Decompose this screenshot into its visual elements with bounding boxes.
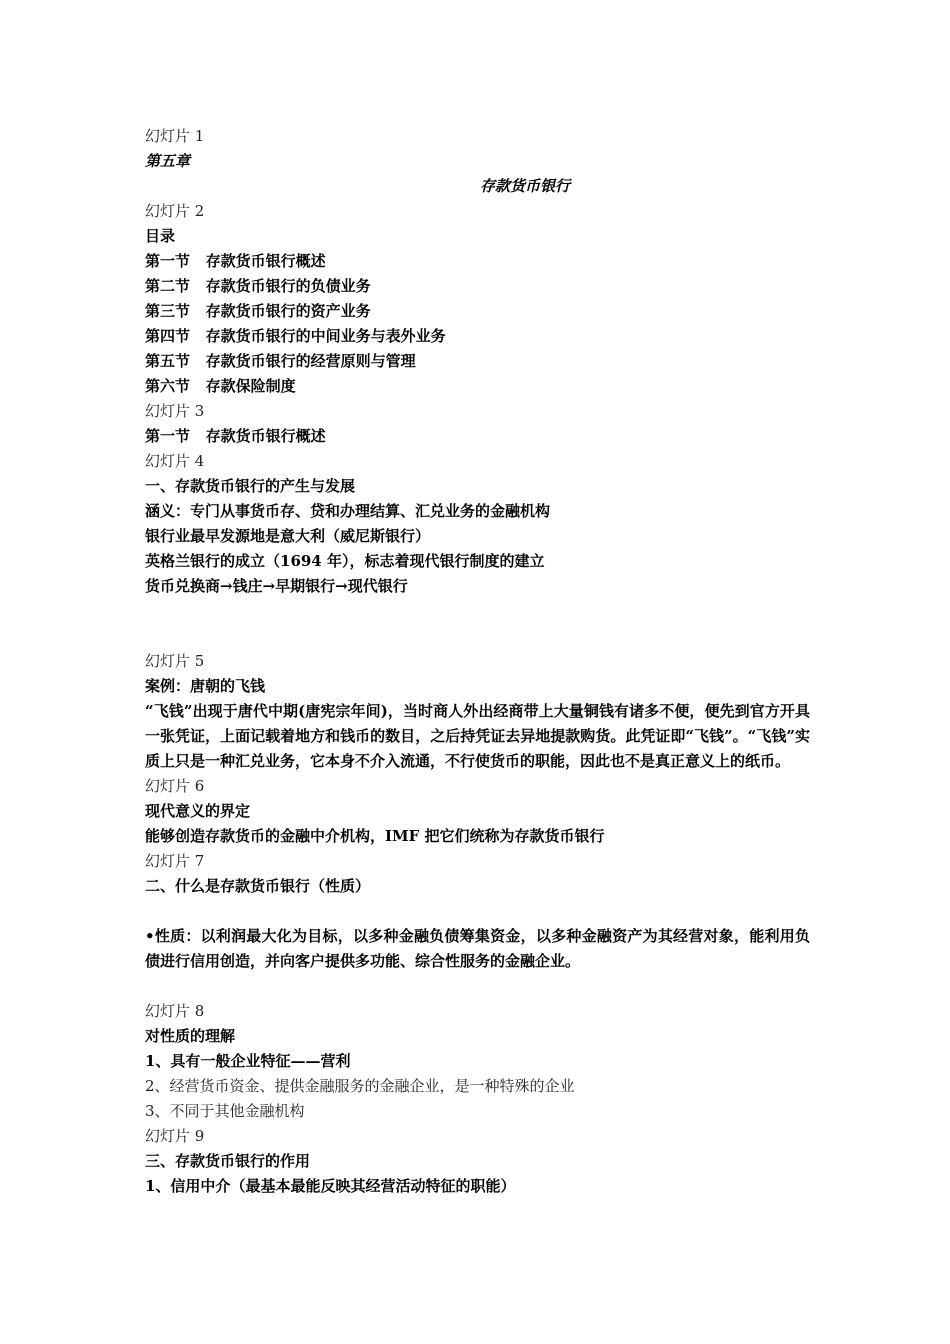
slide-8-heading: 对性质的理解 [145, 1027, 236, 1045]
slide-9-title: 三、存款货币银行的作用 [145, 1152, 311, 1170]
slide-1-label: 幻灯片 1 [145, 127, 205, 145]
slide-4-line: 货币兑换商→钱庄→早期银行→现代银行 [145, 577, 408, 595]
slide-8-item: 2、经营货币资金、提供金融服务的金融企业，是一种特殊的企业 [145, 1077, 575, 1095]
chapter-title: 存款货币银行 [479, 177, 570, 195]
slide-4-line: 一、存款货币银行的产生与发展 [145, 477, 356, 495]
spacer [145, 599, 810, 649]
slide-5-label: 幻灯片 5 [145, 652, 205, 670]
slide-8-item: 3、不同于其他金融机构 [145, 1102, 305, 1120]
slide-4-line: 银行业最早发源地是意大利（威尼斯银行） [145, 527, 431, 545]
slide-9-label: 幻灯片 9 [145, 1127, 205, 1145]
slide-8-label: 幻灯片 8 [145, 1002, 205, 1020]
slide-6-label: 幻灯片 6 [145, 777, 205, 795]
slide-6-line: 现代意义的界定 [145, 802, 251, 820]
section-title: 第一节 存款货币银行概述 [145, 427, 326, 445]
case-title: 案例：唐朝的飞钱 [145, 677, 266, 695]
toc-heading: 目录 [145, 227, 176, 245]
slide-2-label: 幻灯片 2 [145, 202, 205, 220]
toc-item: 第一节 存款货币银行概述 [145, 252, 326, 270]
toc-item: 第三节 存款货币银行的资产业务 [145, 302, 371, 320]
toc-item: 第四节 存款货币银行的中间业务与表外业务 [145, 327, 446, 345]
slide-4-line: 涵义：专门从事货币存、贷和办理结算、汇兑业务的金融机构 [145, 502, 551, 520]
toc-item: 第二节 存款货币银行的负债业务 [145, 277, 371, 295]
slide-4-label: 幻灯片 4 [145, 452, 205, 470]
slide-4-line: 英格兰银行的成立（1694 年），标志着现代银行制度的建立 [145, 552, 545, 570]
nature-paragraph: •性质：以利润最大化为目标，以多种金融负债筹集资金，以多种金融资产为其经营对象，能利用负债进行信用创造，并向客户提供多功能、综合性服务的金融企业。 [145, 927, 810, 970]
toc-item: 第六节 存款保险制度 [145, 377, 296, 395]
slide-8-item: 1、具有一般企业特征——营利 [145, 1052, 351, 1070]
toc-item: 第五节 存款货币银行的经营原则与管理 [145, 352, 416, 370]
document-page [145, 124, 810, 1199]
chapter-number: 第五章 [145, 152, 191, 170]
slide-7-label: 幻灯片 7 [145, 852, 205, 870]
spacer [145, 899, 810, 924]
slide-3-label: 幻灯片 3 [145, 402, 205, 420]
case-paragraph: “飞钱”出现于唐代中期(唐宪宗年间)，当时商人外出经商带上大量铜钱有诸多不便，便先到官方开具一张凭证，上面记载着地方和钱币的数目，之后持凭证去异地提款购货。此凭证即“飞钱”。“飞钱”实质上只是一种汇兑业务，它本身不介入流通，不行使货币的职能，因此也不是真正意义上的纸币。 [145, 702, 810, 770]
slide-6-line: 能够创造存款货币的金融中介机构，IMF 把它们统称为存款货币银行 [145, 827, 605, 845]
spacer [145, 974, 810, 999]
slide-7-title: 二、什么是存款货币银行（性质） [145, 877, 371, 895]
slide-9-item: 1、信用中介（最基本最能反映其经营活动特征的职能） [145, 1177, 516, 1195]
